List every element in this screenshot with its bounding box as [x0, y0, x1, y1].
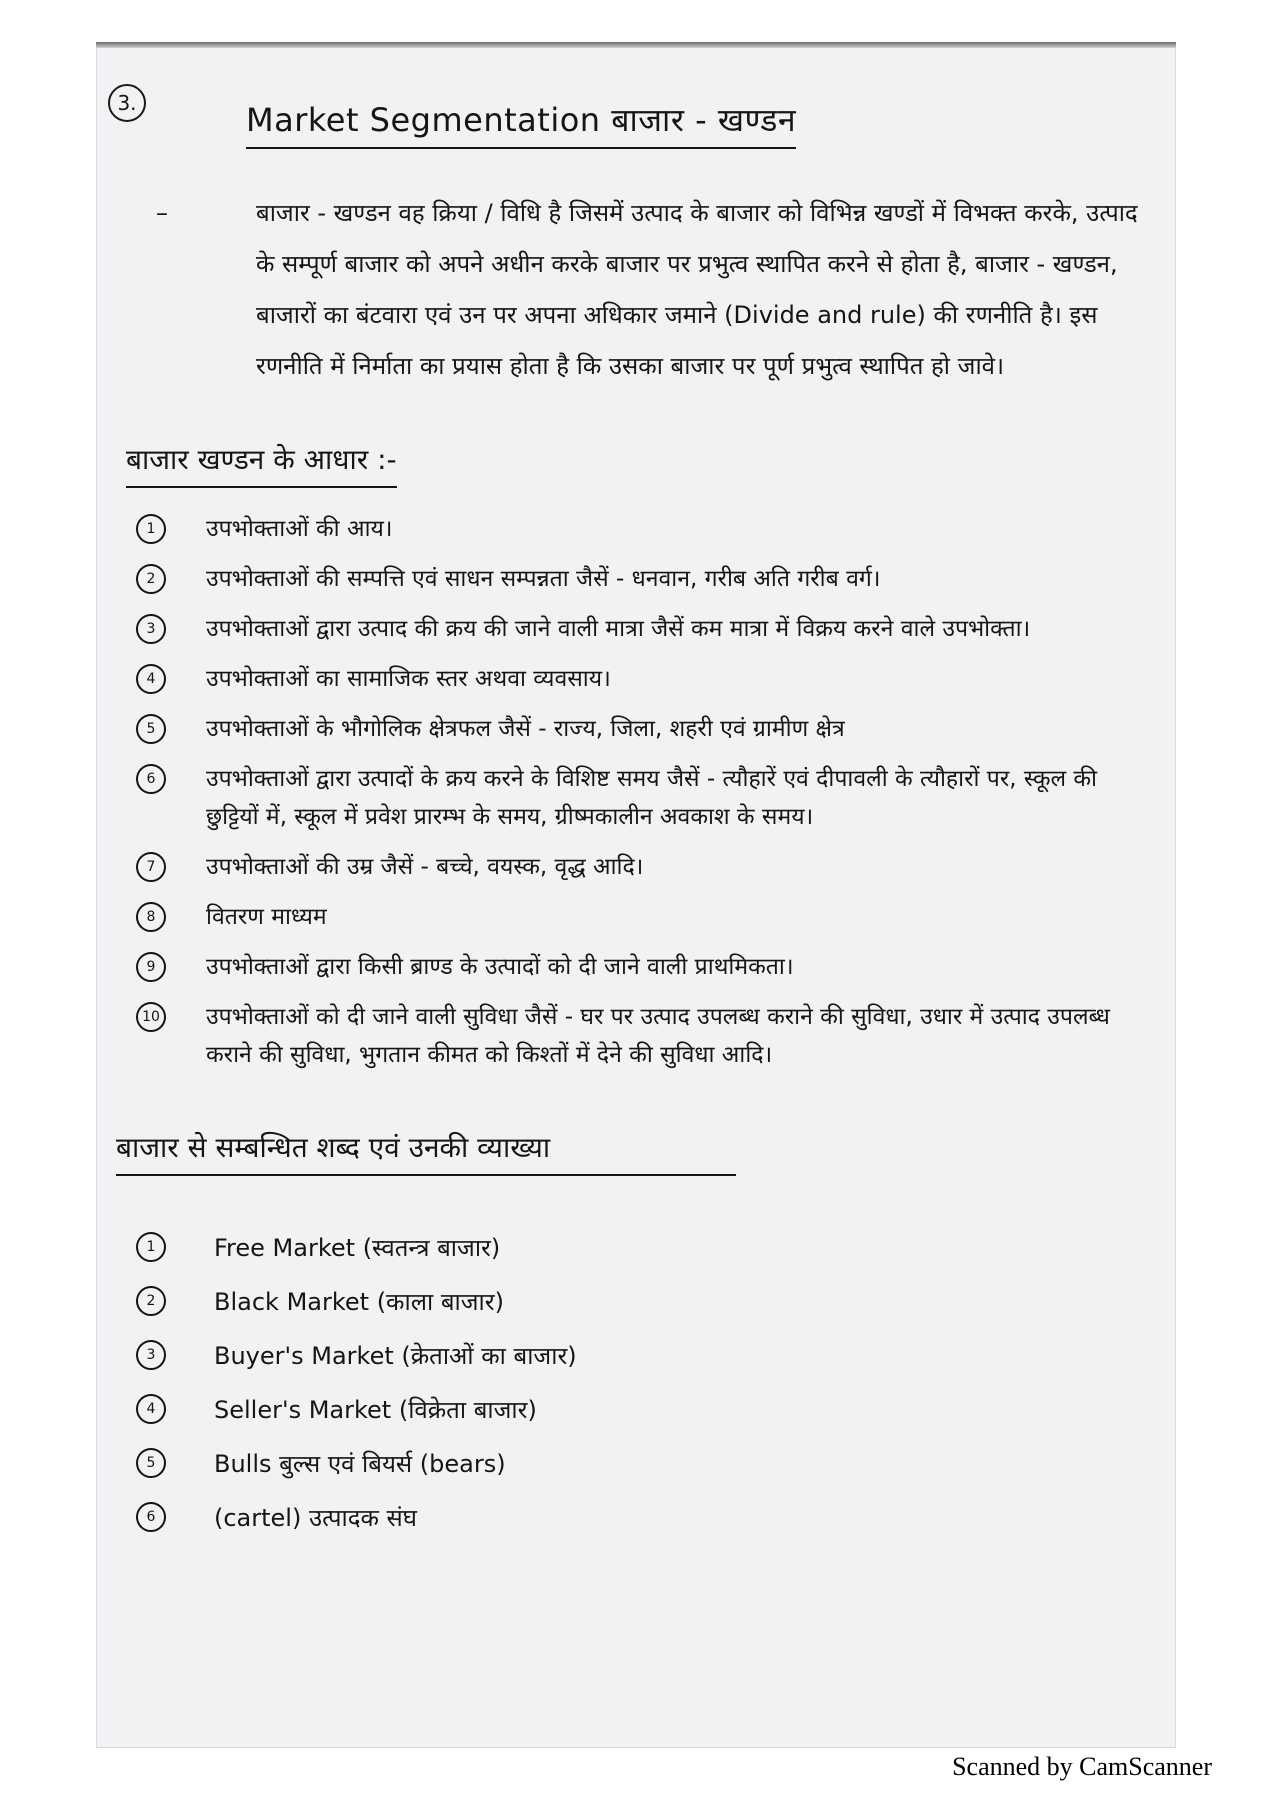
item-number: 2 — [136, 1286, 166, 1316]
item-text: उपभोक्ताओं के भौगोलिक क्षेत्रफल जैसें - राज्य, जिला, शहरी एवं ग्रामीण क्षेत्र — [206, 716, 845, 742]
item-number: 9 — [136, 952, 166, 982]
item-number: 5 — [136, 714, 166, 744]
item-number: 4 — [136, 664, 166, 694]
list-item — [136, 948, 1156, 986]
page-number: 3. — [108, 84, 146, 122]
bases-list — [136, 510, 1156, 1086]
item-text: Free Market (स्वतन्त्र बाजार) — [214, 1234, 501, 1262]
terms-list — [136, 1228, 577, 1552]
item-number: 6 — [136, 764, 166, 794]
intro-text: बाजार - खण्डन वह क्रिया / विधि है जिसमें उत्पाद के बाजार को विभिन्न खण्डों में विभक्त करके, उत्पाद के सम्पूर्ण बाजार को अपने अधीन करके बाजार पर प्रभुत्व स्थापित करने से होता है, बाजार - खण्डन, बाजारों का बंटवारा एवं उन पर अपना अधिकार जमाने (Divide and rule) की रणनीति है। इस रणनीति में निर्माता का प्रयास होता है कि उसका बाजार पर पूर्ण प्रभुत्व स्थापित हो जावे। — [256, 199, 1138, 380]
list-item — [136, 1390, 577, 1430]
item-number: 7 — [136, 852, 166, 882]
item-number: 5 — [136, 1448, 166, 1478]
item-number: 3 — [136, 1340, 166, 1370]
list-item — [136, 510, 1156, 548]
list-item — [136, 898, 1156, 936]
item-number: 4 — [136, 1394, 166, 1424]
terms-heading: बाजार से सम्बन्धित शब्द एवं उनकी व्याख्या — [116, 1128, 736, 1176]
list-item — [136, 998, 1156, 1074]
item-text: वितरण माध्यम — [206, 904, 327, 930]
item-number: 3 — [136, 614, 166, 644]
item-text: उपभोक्ताओं का सामाजिक स्तर अथवा व्यवसाय। — [206, 666, 611, 692]
item-text: उपभोक्ताओं द्वारा किसी ब्राण्ड के उत्पादों को दी जाने वाली प्राथमिकता। — [206, 954, 794, 980]
intro-dash: – — [156, 199, 168, 227]
item-text: उपभोक्ताओं द्वारा उत्पादों के क्रय करने के विशिष्ट समय जैसें - त्यौहारें एवं दीपावली के त्यौहारों पर, स्कूल की छुट्टियों में, स्कूल में प्रवेश प्रारम्भ के समय, ग्रीष्मकालीन अवकाश के समय। — [206, 766, 1098, 830]
list-item — [136, 1282, 577, 1322]
item-number: 1 — [136, 514, 166, 544]
list-item — [136, 848, 1156, 886]
item-text: उपभोक्ताओं की उम्र जैसें - बच्चे, वयस्क, वृद्ध आदि। — [206, 854, 644, 880]
item-text: Seller's Market (विक्रेता बाजार) — [214, 1396, 537, 1424]
list-item — [136, 710, 1156, 748]
list-item — [136, 760, 1156, 836]
item-number: 1 — [136, 1232, 166, 1262]
list-item — [136, 1444, 577, 1484]
item-number: 6 — [136, 1502, 166, 1532]
intro-paragraph — [156, 188, 1156, 392]
page-title: Market Segmentation बाजार - खण्डन — [246, 98, 796, 149]
item-text: उपभोक्ताओं को दी जाने वाली सुविधा जैसें - घर पर उत्पाद उपलब्ध कराने की सुविधा, उधार में उत्पाद उपलब्ध कराने की सुविधा, भुगतान कीमत को किश्तों में देने की सुविधा आदि। — [206, 1004, 1110, 1068]
list-item — [136, 560, 1156, 598]
item-text: उपभोक्ताओं की सम्पत्ति एवं साधन सम्पन्नता जैसें - धनवान, गरीब अति गरीब वर्ग। — [206, 566, 881, 592]
item-text: (cartel) उत्पादक संघ — [214, 1504, 417, 1532]
list-item — [136, 660, 1156, 698]
list-item — [136, 1336, 577, 1376]
list-item — [136, 1228, 577, 1268]
camscanner-footer: Scanned by CamScanner — [952, 1752, 1212, 1781]
list-item — [136, 610, 1156, 648]
bases-heading: बाजार खण्डन के आधार :- — [126, 440, 397, 488]
item-text: Black Market (काला बाजार) — [214, 1288, 504, 1316]
item-text: उपभोक्ताओं की आय। — [206, 516, 393, 542]
item-number: 2 — [136, 564, 166, 594]
scan-top-edge — [96, 42, 1176, 48]
scanned-page — [96, 42, 1176, 1748]
item-text: उपभोक्ताओं द्वारा उत्पाद की क्रय की जाने वाली मात्रा जैसें कम मात्रा में विक्रय करने वाले उपभोक्ता। — [206, 616, 1031, 642]
item-number: 8 — [136, 902, 166, 932]
item-number: 10 — [136, 1002, 166, 1032]
item-text: Buyer's Market (क्रेताओं का बाजार) — [214, 1342, 577, 1370]
item-text: Bulls बुल्स एवं बियर्स (bears) — [214, 1450, 506, 1478]
list-item — [136, 1498, 577, 1538]
